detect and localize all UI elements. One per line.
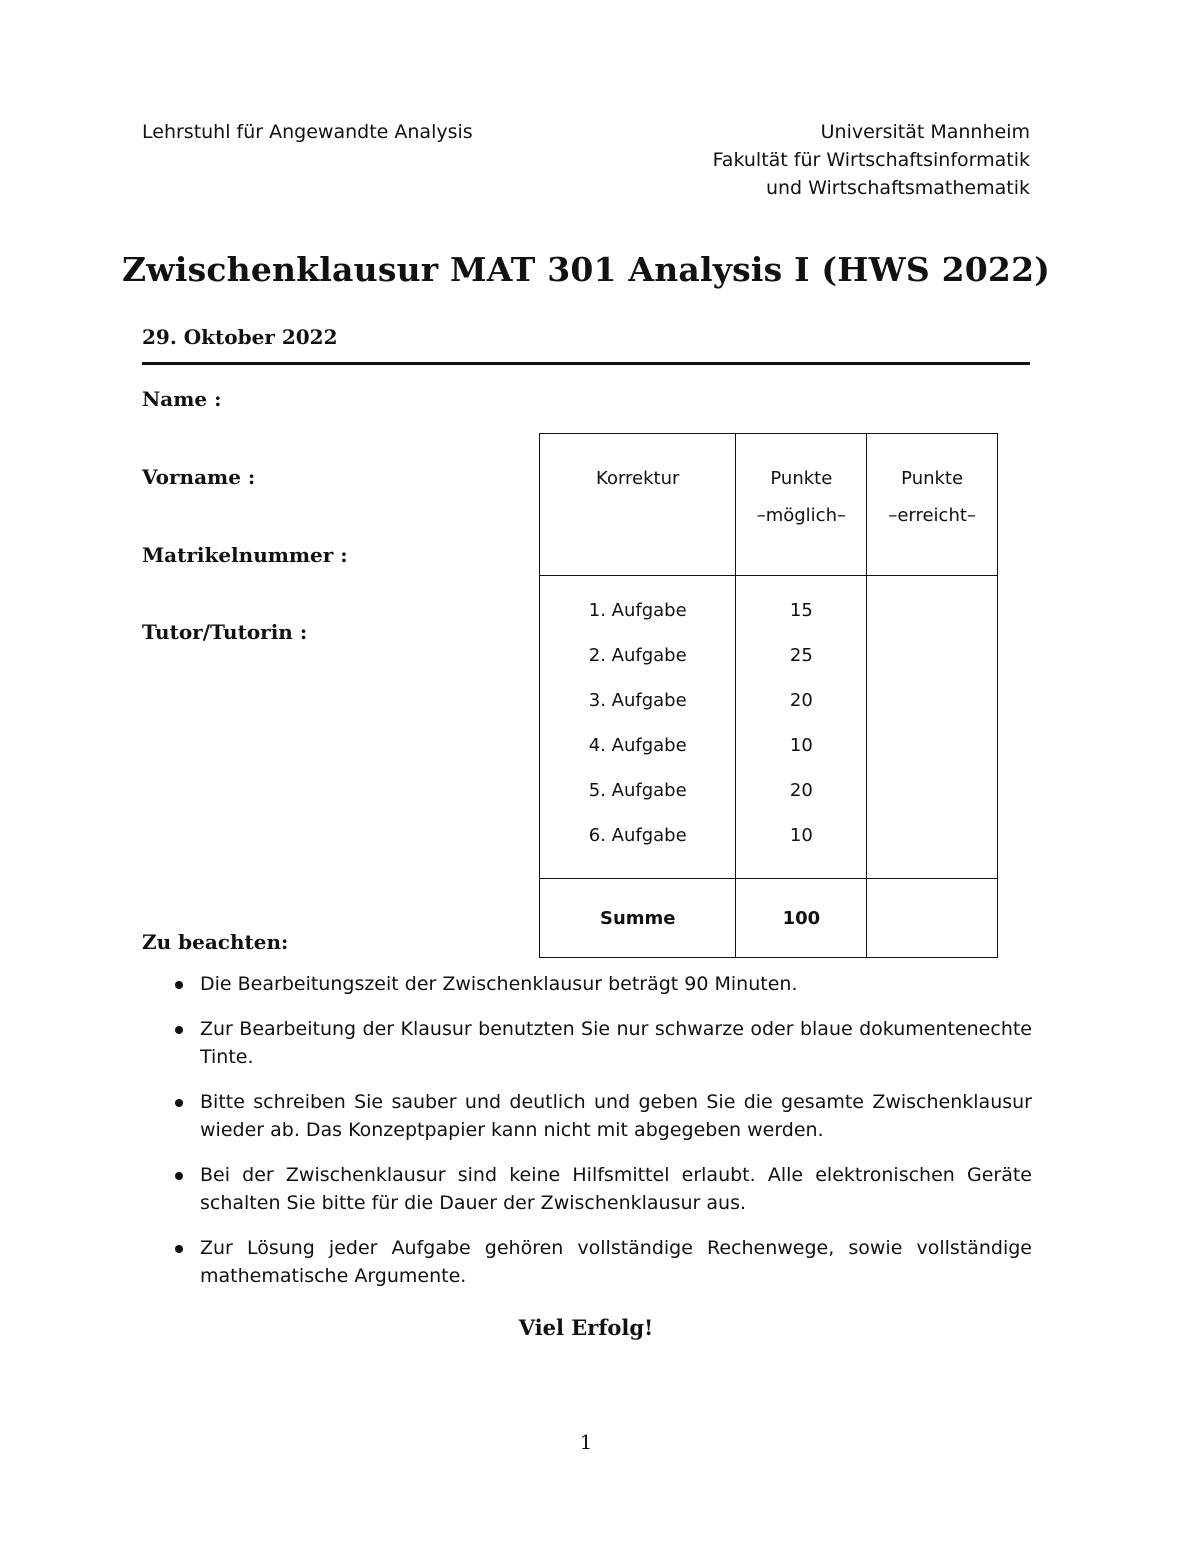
task-points: 20 — [736, 678, 867, 723]
achieved-cell — [867, 723, 998, 768]
achieved-cell — [867, 576, 998, 634]
achieved-cell — [867, 633, 998, 678]
header-possible-label: –möglich– — [756, 505, 846, 526]
task-points: 10 — [736, 723, 867, 768]
notes-list — [142, 970, 1032, 1307]
bullet-icon — [175, 1172, 183, 1180]
task-label: 4. Aufgabe — [540, 723, 736, 768]
institution-block — [713, 118, 1030, 202]
sum-achieved-cell — [867, 879, 998, 958]
table-row — [540, 768, 998, 813]
sum-points: 100 — [736, 879, 867, 958]
table-row — [540, 678, 998, 723]
exam-date: 29. Oktober 2022 — [142, 325, 338, 349]
name-label: Name : — [142, 387, 222, 411]
bullet-icon — [175, 981, 183, 989]
exam-title: Zwischenklausur MAT 301 Analysis I (HWS 2022) — [121, 250, 1051, 289]
note-text: Bei der Zwischenklausur sind keine Hilfsmittel erlaubt. Alle elektronischen Geräte schalten Sie bitte für die Dauer der Zwischenklausur aus. — [200, 1164, 1032, 1214]
achieved-cell — [867, 678, 998, 723]
bullet-icon — [175, 1099, 183, 1107]
list-item — [142, 970, 1032, 998]
task-label: 5. Aufgabe — [540, 768, 736, 813]
achieved-cell — [867, 813, 998, 879]
score-table — [539, 433, 998, 958]
table-row — [540, 576, 998, 634]
header-points-possible — [736, 434, 867, 576]
list-item — [142, 1161, 1032, 1217]
score-table-header — [540, 434, 998, 576]
page-number: 1 — [579, 1430, 593, 1454]
table-row — [540, 813, 998, 879]
header-achieved-label: –erreicht– — [888, 505, 976, 526]
header-points-label-2: Punkte — [901, 468, 964, 489]
task-points: 15 — [736, 576, 867, 634]
list-item — [142, 1088, 1032, 1144]
sum-label: Summe — [540, 879, 736, 958]
tutor-label: Tutor/Tutorin : — [142, 620, 308, 644]
task-points: 10 — [736, 813, 867, 879]
faculty-name: Fakultät für Wirtschaftsinformatik — [712, 149, 1030, 171]
header-points-label: Punkte — [770, 468, 833, 489]
note-text: Bitte schreiben Sie sauber und deutlich und geben Sie die gesamte Zwischenklausur wieder ab. Das Konzeptpapier kann nicht mit abgegeben werden. — [200, 1091, 1032, 1141]
notes-title: Zu beachten: — [142, 930, 289, 954]
matrikel-label: Matrikelnummer : — [142, 543, 348, 567]
task-label: 1. Aufgabe — [540, 576, 736, 634]
faculty-name-cont: und Wirtschaftsmathematik — [765, 177, 1030, 199]
chair-name: Lehrstuhl für Angewandte Analysis — [142, 121, 473, 143]
task-points: 20 — [736, 768, 867, 813]
list-item — [142, 1234, 1032, 1290]
vorname-label: Vorname : — [142, 465, 256, 489]
header-rule — [142, 362, 1030, 365]
header-points-achieved — [867, 434, 998, 576]
task-points: 25 — [736, 633, 867, 678]
task-label: 2. Aufgabe — [540, 633, 736, 678]
task-label: 6. Aufgabe — [540, 813, 736, 879]
closing-wish: Viel Erfolg! — [518, 1315, 654, 1340]
bullet-icon — [175, 1026, 183, 1034]
note-text: Die Bearbeitungszeit der Zwischenklausur beträgt 90 Minuten. — [200, 973, 798, 995]
note-text: Zur Bearbeitung der Klausur benutzten Sie nur schwarze oder blaue dokumentenechte Tinte. — [200, 1018, 1032, 1068]
header-korrektur: Korrektur — [540, 434, 736, 576]
task-label: 3. Aufgabe — [540, 678, 736, 723]
bullet-icon — [175, 1245, 183, 1253]
note-text: Zur Lösung jeder Aufgabe gehören vollständige Rechenwege, sowie vollständige mathematische Argumente. — [200, 1237, 1032, 1287]
achieved-cell — [867, 768, 998, 813]
table-row — [540, 633, 998, 678]
table-row — [540, 723, 998, 768]
sum-row — [540, 879, 998, 958]
list-item — [142, 1015, 1032, 1071]
university-name: Universität Mannheim — [820, 121, 1030, 143]
